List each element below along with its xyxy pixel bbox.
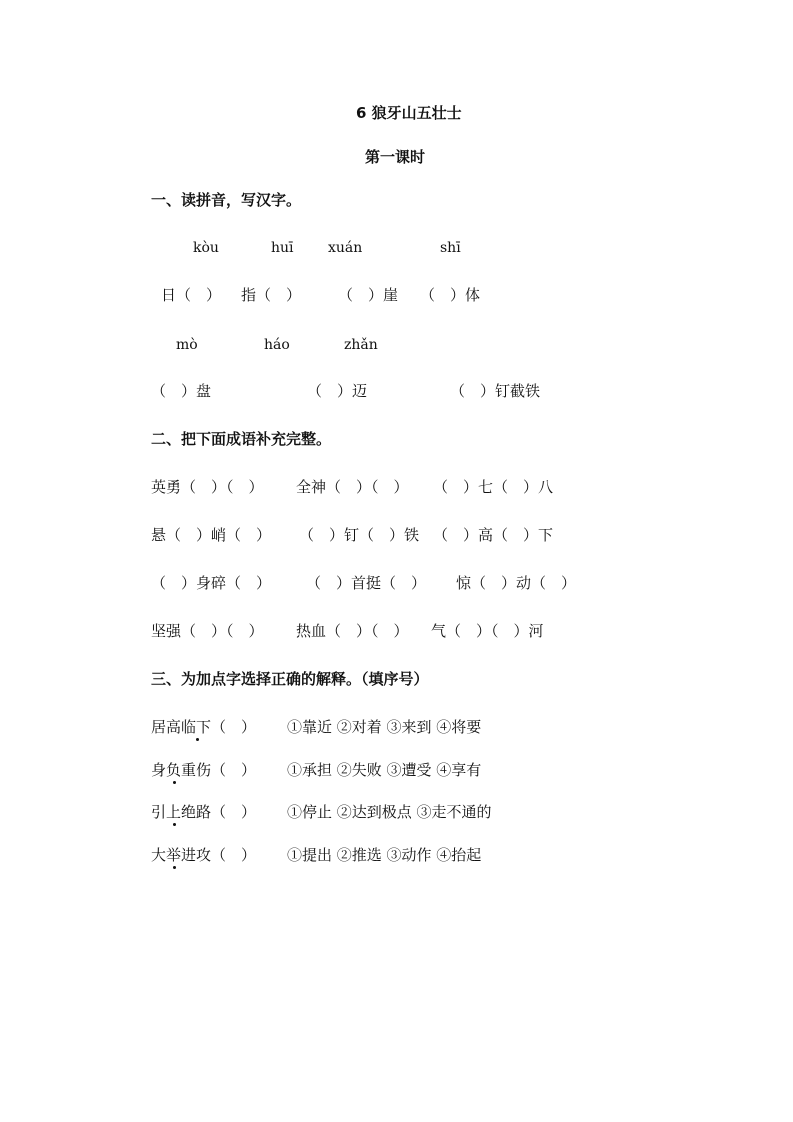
word-blank-ri[interactable]: 日（ ） [161,286,222,304]
word-blank-pan[interactable]: （ ）盘 [151,382,212,400]
emphasis-dot [173,781,176,784]
phrase-options: ①承担 ②失败 ③遭受 ④享有 [287,761,482,779]
section-3-heading: 三、为加点字选择正确的解释。（填序号） [151,670,429,688]
idiom-blank[interactable]: （ ）首挺（ ） [306,574,427,592]
pinyin-xuan: xuán [328,240,363,256]
phrase-options: ①停止 ②达到极点 ③走不通的 [287,803,492,821]
phrase-item[interactable]: 居高临下（ ） [151,718,257,736]
idiom-blank[interactable]: 全神（ ）（ ） [296,478,409,496]
pinyin-hui: huī [271,240,294,256]
word-blank-ti[interactable]: （ ）体 [420,286,481,304]
page-subtitle: 第一课时 [365,148,426,166]
pinyin-mo: mò [176,337,198,353]
emphasis-dot [196,738,199,741]
phrase-item[interactable]: 大举进攻（ ） [151,846,257,864]
idiom-blank[interactable]: 气（ ）（ ）河 [431,622,544,640]
idiom-blank[interactable]: 坚强（ ）（ ） [151,622,264,640]
phrase-item[interactable]: 引上绝路（ ） [151,803,257,821]
idiom-blank[interactable]: （ ）高（ ）下 [433,526,554,544]
idiom-blank[interactable]: 悬（ ）峭（ ） [151,526,272,544]
section-2-heading: 二、把下面成语补充完整。 [151,430,332,448]
word-blank-zhanding[interactable]: （ ）钉截铁 [450,382,541,400]
idiom-blank[interactable]: 热血（ ）（ ） [296,622,409,640]
emphasis-dot [173,866,176,869]
section-1-heading: 一、读拼音，写汉字。 [151,191,302,209]
pinyin-shi: shī [440,240,461,256]
pinyin-hao: háo [264,337,290,353]
idiom-blank[interactable]: 英勇（ ）（ ） [151,478,264,496]
phrase-options: ①靠近 ②对着 ③来到 ④将要 [287,718,482,736]
idiom-blank[interactable]: （ ）七（ ）八 [433,478,554,496]
phrase-options: ①提出 ②推选 ③动作 ④抬起 [287,846,482,864]
word-blank-ya[interactable]: （ ）崖 [338,286,399,304]
idiom-blank[interactable]: （ ）身碎（ ） [151,574,272,592]
word-blank-mai[interactable]: （ ）迈 [307,382,368,400]
idiom-blank[interactable]: 惊（ ）动（ ） [456,574,577,592]
idiom-blank[interactable]: （ ）钉（ ）铁 [299,526,420,544]
page-title: 6 狼牙山五壮士 [356,104,462,122]
pinyin-zhan: zhǎn [344,337,378,353]
word-blank-zhi[interactable]: 指（ ） [241,286,302,304]
pinyin-kou: kòu [193,240,219,256]
phrase-item[interactable]: 身负重伤（ ） [151,761,257,779]
emphasis-dot [173,823,176,826]
